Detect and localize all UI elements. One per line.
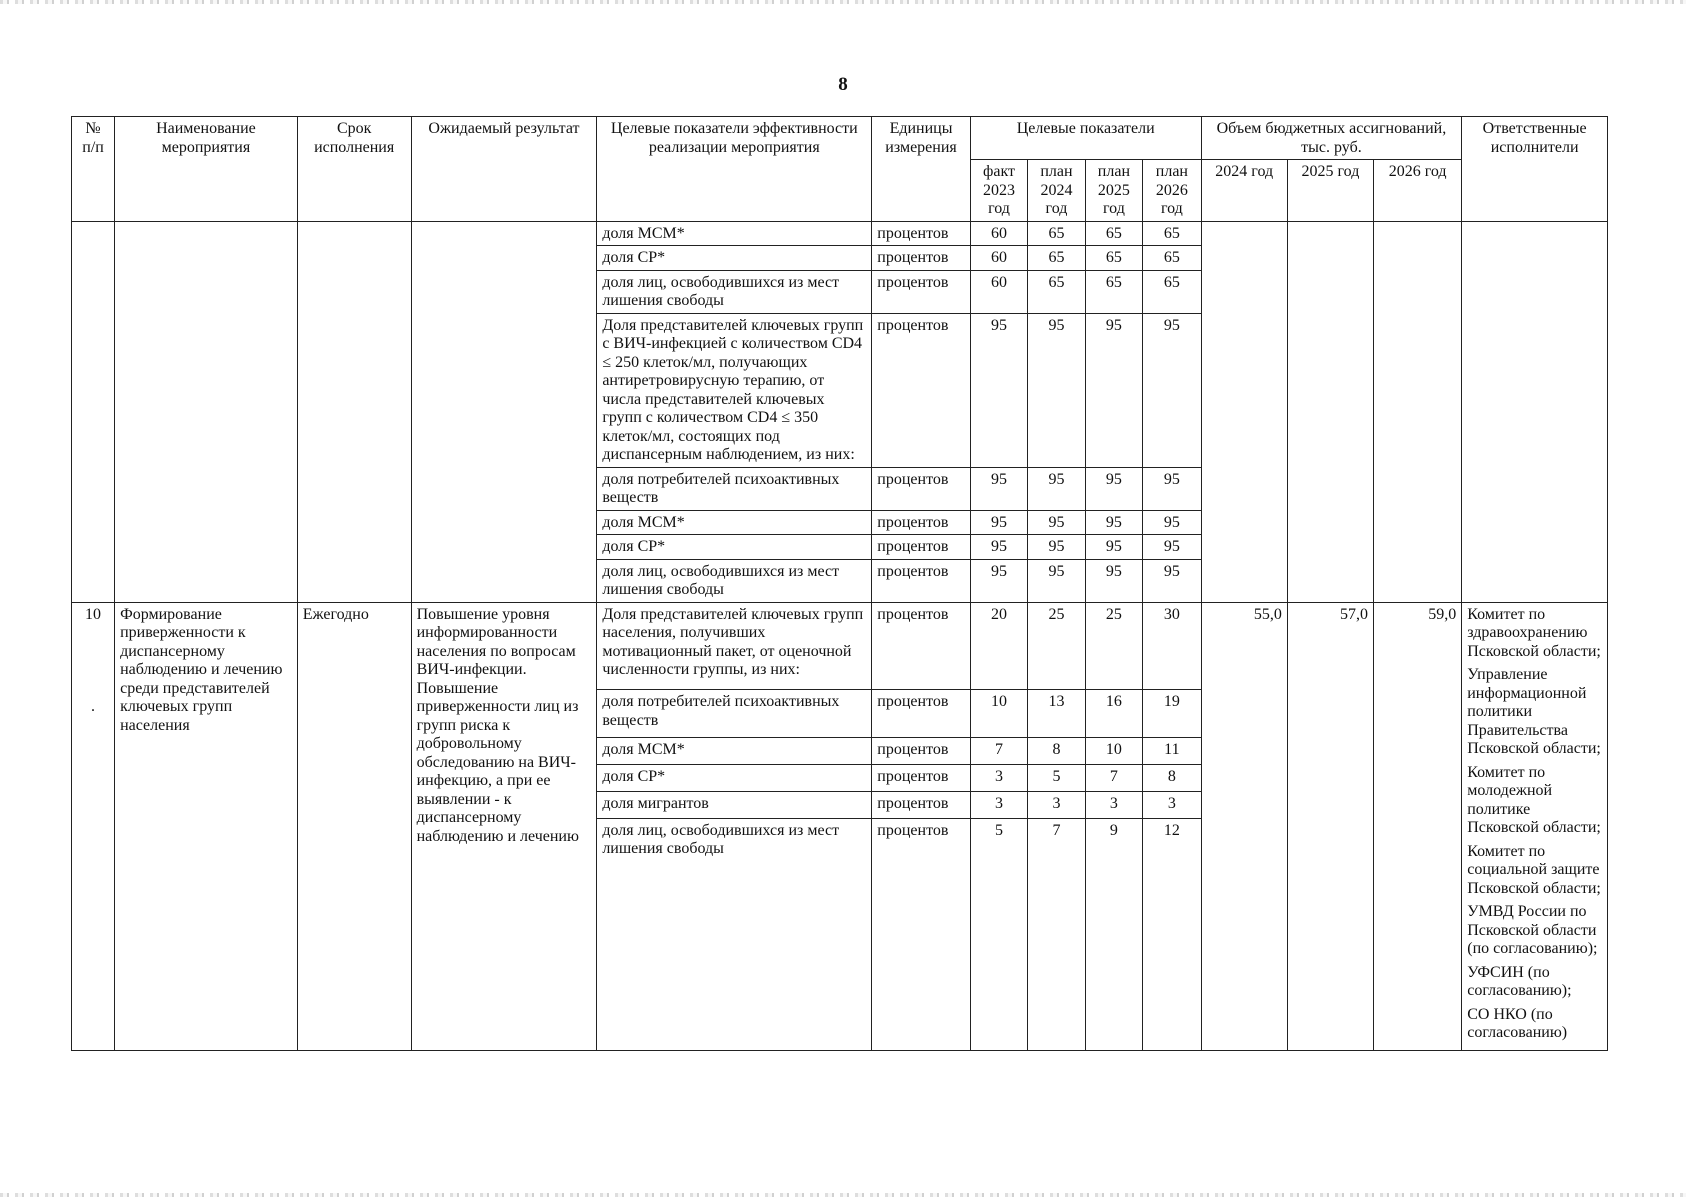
responsible-item: Управление информационной политики Правительства Псковской области; [1467, 666, 1601, 757]
cont-term-cell [297, 221, 411, 602]
responsible-item: Комитет по молодежной политике Псковской области; [1467, 763, 1601, 836]
target-value: 60 [970, 246, 1027, 271]
target-value: 95 [970, 510, 1027, 535]
target-value: 95 [970, 559, 1027, 602]
measure-term: Ежегодно [297, 602, 411, 1050]
target-value: 8 [1028, 737, 1085, 764]
responsible-list [1462, 602, 1608, 1050]
target-value: 65 [1143, 246, 1201, 271]
target-value: 12 [1143, 818, 1201, 1050]
target-value: 95 [1028, 559, 1085, 602]
target-value: 95 [970, 535, 1027, 560]
header-budget-year: 2025 год [1287, 160, 1373, 222]
target-value: 10 [1085, 737, 1142, 764]
header-name: Наименование мероприятия [115, 117, 298, 222]
target-value: 3 [1085, 791, 1142, 818]
header-target-year: факт 2023 год [970, 160, 1027, 222]
table-row [72, 602, 1608, 690]
budget-amount: 55,0 [1201, 602, 1287, 1050]
scan-noise-bottom [0, 1193, 1686, 1197]
indicator-text: Доля представителей ключевых групп населения, получивших мотивационный пакет, от оценочной численности группы, из них: [597, 602, 872, 690]
unit-cell: процентов [872, 221, 971, 246]
target-value: 65 [1143, 221, 1201, 246]
target-value: 10 [970, 690, 1027, 737]
indicator-text: доля МСМ* [597, 221, 872, 246]
unit-cell: процентов [872, 690, 971, 737]
target-value: 95 [1143, 313, 1201, 467]
target-value: 65 [1085, 270, 1142, 313]
target-value: 95 [970, 313, 1027, 467]
target-value: 95 [970, 467, 1027, 510]
target-value: 60 [970, 270, 1027, 313]
cont-result-cell [411, 221, 597, 602]
header-num: № п/п [72, 117, 115, 222]
responsible-item: Комитет по социальной защите Псковской области; [1467, 842, 1601, 897]
target-value: 60 [970, 221, 1027, 246]
page-number: 8 [838, 74, 848, 95]
unit-cell: процентов [872, 246, 971, 271]
target-value: 95 [1143, 467, 1201, 510]
target-value: 3 [970, 791, 1027, 818]
target-value: 25 [1085, 602, 1142, 690]
responsible-item: СО НКО (по согласованию) [1467, 1005, 1568, 1041]
header-units: Единицы измерения [872, 117, 971, 222]
table-header [72, 117, 1608, 222]
target-value: 3 [970, 764, 1027, 791]
target-value: 95 [1028, 510, 1085, 535]
measures-table [71, 116, 1608, 1051]
responsible-item: УМВД России по Псковской области (по согласованию); [1467, 903, 1598, 957]
unit-cell: процентов [872, 737, 971, 764]
item-number [72, 602, 115, 1050]
unit-cell: процентов [872, 764, 971, 791]
scan-noise-top [0, 0, 1686, 4]
table-body [72, 221, 1608, 1050]
unit-cell: процентов [872, 313, 971, 467]
unit-cell: процентов [872, 467, 971, 510]
header-target-year: план 2025 год [1085, 160, 1142, 222]
target-value: 25 [1028, 602, 1085, 690]
target-value: 95 [1028, 535, 1085, 560]
stray-mark: . [91, 698, 96, 715]
indicator-text: доля лиц, освободившихся из мест лишения свободы [597, 270, 872, 313]
target-value: 5 [970, 818, 1027, 1050]
cont-budget-cell [1374, 221, 1462, 602]
target-value: 3 [1143, 791, 1201, 818]
unit-cell: процентов [872, 270, 971, 313]
indicator-text: доля лиц, освободившихся из мест лишения свободы [597, 818, 872, 1050]
cont-budget-cell [1201, 221, 1287, 602]
target-value: 7 [1085, 764, 1142, 791]
indicator-text: доля лиц, освободившихся из мест лишения свободы [597, 559, 872, 602]
unit-cell: процентов [872, 559, 971, 602]
unit-cell: процентов [872, 602, 971, 690]
budget-amount: 59,0 [1374, 602, 1462, 1050]
header-indicators: Целевые показатели эффективности реализации мероприятия [597, 117, 872, 222]
target-value: 95 [1085, 559, 1142, 602]
target-value: 65 [1028, 221, 1085, 246]
target-value: 65 [1143, 270, 1201, 313]
header-budget-year: 2024 год [1201, 160, 1287, 222]
target-value: 65 [1085, 246, 1142, 271]
target-value: 7 [970, 737, 1027, 764]
header-target-year: план 2026 год [1143, 160, 1201, 222]
target-value: 8 [1143, 764, 1201, 791]
indicator-text: доля мигрантов [597, 791, 872, 818]
cont-budget-cell [1287, 221, 1373, 602]
target-value: 30 [1143, 602, 1201, 690]
target-value: 95 [1143, 510, 1201, 535]
target-value: 95 [1085, 510, 1142, 535]
indicator-text: доля СР* [597, 246, 872, 271]
budget-amount: 57,0 [1287, 602, 1373, 1050]
target-value: 20 [970, 602, 1027, 690]
responsible-item: УФСИН (по согласованию); [1467, 963, 1572, 999]
indicator-text: доля потребителей психоактивных веществ [597, 467, 872, 510]
responsible-item: Комитет по здравоохранению Псковской области; [1467, 605, 1601, 660]
target-value: 65 [1028, 270, 1085, 313]
header-term: Срок исполнения [297, 117, 411, 222]
indicator-text: доля МСМ* [597, 510, 872, 535]
target-value: 16 [1085, 690, 1142, 737]
target-value: 95 [1143, 559, 1201, 602]
target-value: 95 [1028, 313, 1085, 467]
target-value: 3 [1028, 791, 1085, 818]
unit-cell: процентов [872, 791, 971, 818]
indicator-text: доля СР* [597, 535, 872, 560]
target-value: 11 [1143, 737, 1201, 764]
unit-cell: процентов [872, 535, 971, 560]
target-value: 19 [1143, 690, 1201, 737]
cont-name-cell [115, 221, 298, 602]
target-value: 95 [1085, 535, 1142, 560]
item-number-text: 10 [85, 605, 102, 623]
header-budget: Объем бюджетных ассигнований, тыс. руб. [1201, 117, 1462, 160]
table-row [72, 221, 1608, 246]
cont-responsible-cell [1462, 221, 1608, 602]
indicator-text: доля СР* [597, 764, 872, 791]
header-target-year: план 2024 год [1028, 160, 1085, 222]
target-value: 5 [1028, 764, 1085, 791]
document-table-wrapper [71, 116, 1608, 1051]
indicator-text: Доля представителей ключевых групп с ВИЧ-инфекцией с количеством CD4 ≤ 250 клеток/мл, получающих антиретровирусную терапию, от числа представителей ключевых групп с количеством CD4 ≤ 350 клеток/мл, состоящих под диспансерным наблюдением, из них: [597, 313, 872, 467]
target-value: 95 [1028, 467, 1085, 510]
target-value: 13 [1028, 690, 1085, 737]
cont-num-cell [72, 221, 115, 602]
target-value: 7 [1028, 818, 1085, 1050]
header-targets: Целевые показатели [970, 117, 1201, 160]
measure-result: Повышение уровня информированности населения по вопросам ВИЧ-инфекции. Повышение приверженности лиц из групп риска к добровольному обследованию на ВИЧ-инфекцию, а при ее выявлении - к диспансерному наблюдению и лечению [411, 602, 597, 1050]
unit-cell: процентов [872, 510, 971, 535]
target-value: 95 [1143, 535, 1201, 560]
target-value: 9 [1085, 818, 1142, 1050]
header-budget-year: 2026 год [1374, 160, 1462, 222]
header-responsible: Ответственные исполнители [1462, 117, 1608, 222]
measure-name: Формирование приверженности к диспансерному наблюдению и лечению среди представителей ключевых групп населения [115, 602, 298, 1050]
target-value: 65 [1085, 221, 1142, 246]
target-value: 95 [1085, 467, 1142, 510]
indicator-text: доля МСМ* [597, 737, 872, 764]
unit-cell: процентов [872, 818, 971, 1050]
indicator-text: доля потребителей психоактивных веществ [597, 690, 872, 737]
header-result: Ожидаемый результат [411, 117, 597, 222]
target-value: 95 [1085, 313, 1142, 467]
target-value: 65 [1028, 246, 1085, 271]
